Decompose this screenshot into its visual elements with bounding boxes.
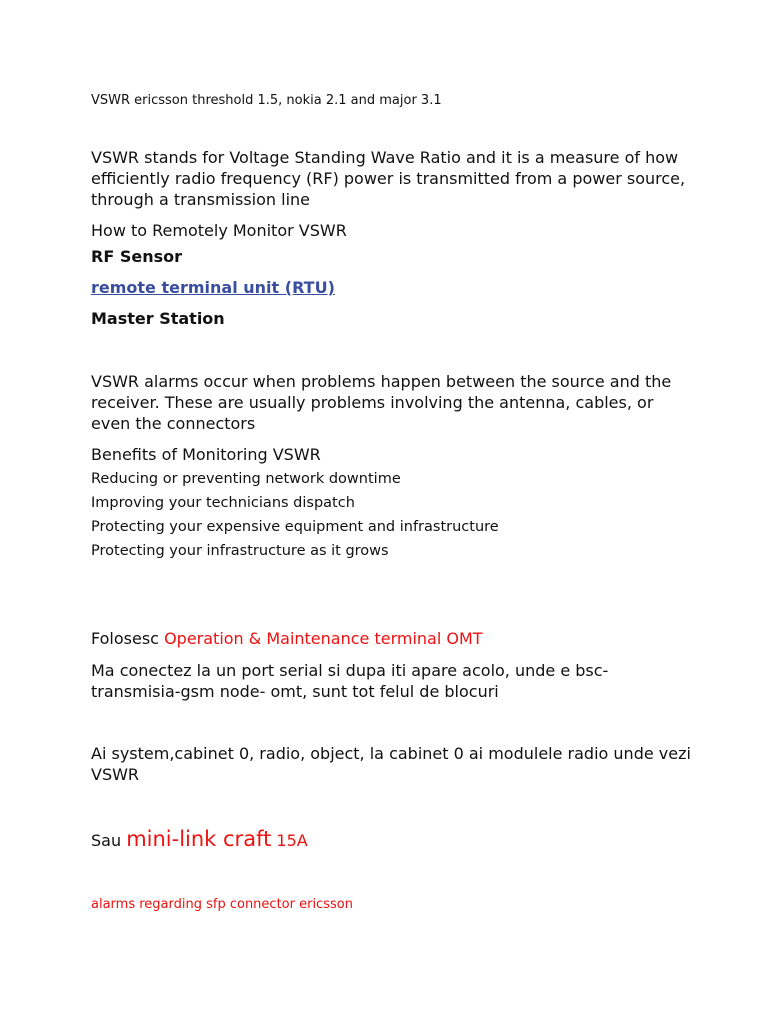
rtu-link[interactable]: remote terminal unit (RTU)	[91, 278, 335, 297]
how-to-heading: How to Remotely Monitor VSWR	[91, 221, 347, 240]
folosesc-prefix: Folosesc	[91, 629, 165, 648]
benefit-item: Protecting your infrastructure as it grows	[91, 543, 389, 559]
minilink-craft-text: mini-link craft	[126, 827, 272, 851]
sau-line	[91, 827, 308, 851]
minilink-suffix: 15A	[271, 831, 308, 850]
sau-prefix: Sau	[91, 831, 127, 850]
benefit-item: Reducing or preventing network downtime	[91, 471, 401, 487]
folosesc-line	[91, 629, 483, 648]
rf-sensor-heading: RF Sensor	[91, 247, 182, 266]
definition-paragraph: VSWR stands for Voltage Standing Wave Ratio and it is a measure of how efficiently radio frequency (RF) power is transmitted from a power source, through a transmission line	[91, 148, 686, 209]
omt-terminal-text: Operation & Maintenance terminal OMT	[164, 629, 483, 648]
alarms-paragraph: VSWR alarms occur when problems happen between the source and the receiver. These are usually problems involving the antenna, cables, or even the connectors	[91, 372, 672, 433]
benefit-item: Protecting your expensive equipment and infrastructure	[91, 519, 499, 535]
benefits-heading: Benefits of Monitoring VSWR	[91, 445, 321, 464]
conectez-paragraph: Ma conectez la un port serial si dupa iti apare acolo, unde e bsc-transmisia-gsm node- omt, sunt tot felul de blocuri	[91, 661, 609, 701]
sfp-alarms-line: alarms regarding sfp connector ericsson	[91, 897, 353, 912]
benefit-item: Improving your technicians dispatch	[91, 495, 355, 511]
system-paragraph: Ai system,cabinet 0, radio, object, la cabinet 0 ai modulele radio unde vezi VSWR	[91, 744, 691, 784]
title-line: VSWR ericsson threshold 1.5, nokia 2.1 and major 3.1	[91, 93, 442, 108]
master-station-heading: Master Station	[91, 309, 225, 328]
